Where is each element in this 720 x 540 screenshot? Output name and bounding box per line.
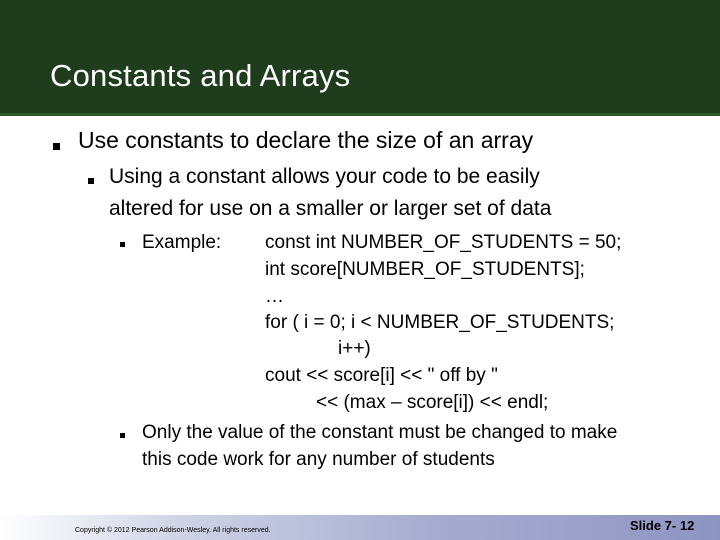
slide-title: Constants and Arrays [50, 58, 351, 93]
code-line: … [265, 286, 284, 307]
bullet-level1-text: Use constants to declare the size of an array [78, 127, 534, 153]
copyright-text: Copyright © 2012 Pearson Addison-Wesley. All rights reserved. [75, 527, 271, 534]
code-line: << (max – score[i]) << endl; [316, 392, 549, 413]
code-line: for ( i = 0; i < NUMBER_OF_STUDENTS; [265, 312, 615, 333]
bullet-level2-line2: altered for use on a smaller or larger set of data [109, 197, 552, 220]
bullet-level2-line1: Using a constant allows your code to be easily [109, 165, 540, 188]
example-label: Example: [142, 232, 222, 253]
slide-header [0, 0, 720, 113]
code-line: int score[NUMBER_OF_STUDENTS]; [265, 259, 585, 280]
bullet-marker-level1 [53, 143, 60, 150]
header-divider [0, 113, 720, 116]
code-line: cout << score[i] << " off by " [265, 365, 498, 386]
bullet-marker-note [120, 433, 125, 438]
bullet-marker-level2 [88, 178, 94, 184]
code-line: const int NUMBER_OF_STUDENTS = 50; [265, 232, 622, 253]
note-line2: this code work for any number of students [142, 449, 495, 470]
note-line1: Only the value of the constant must be changed to make [142, 422, 618, 443]
slide-number: Slide 7- 12 [630, 518, 695, 533]
code-line: i++) [338, 338, 371, 359]
bullet-marker-example [120, 242, 125, 247]
